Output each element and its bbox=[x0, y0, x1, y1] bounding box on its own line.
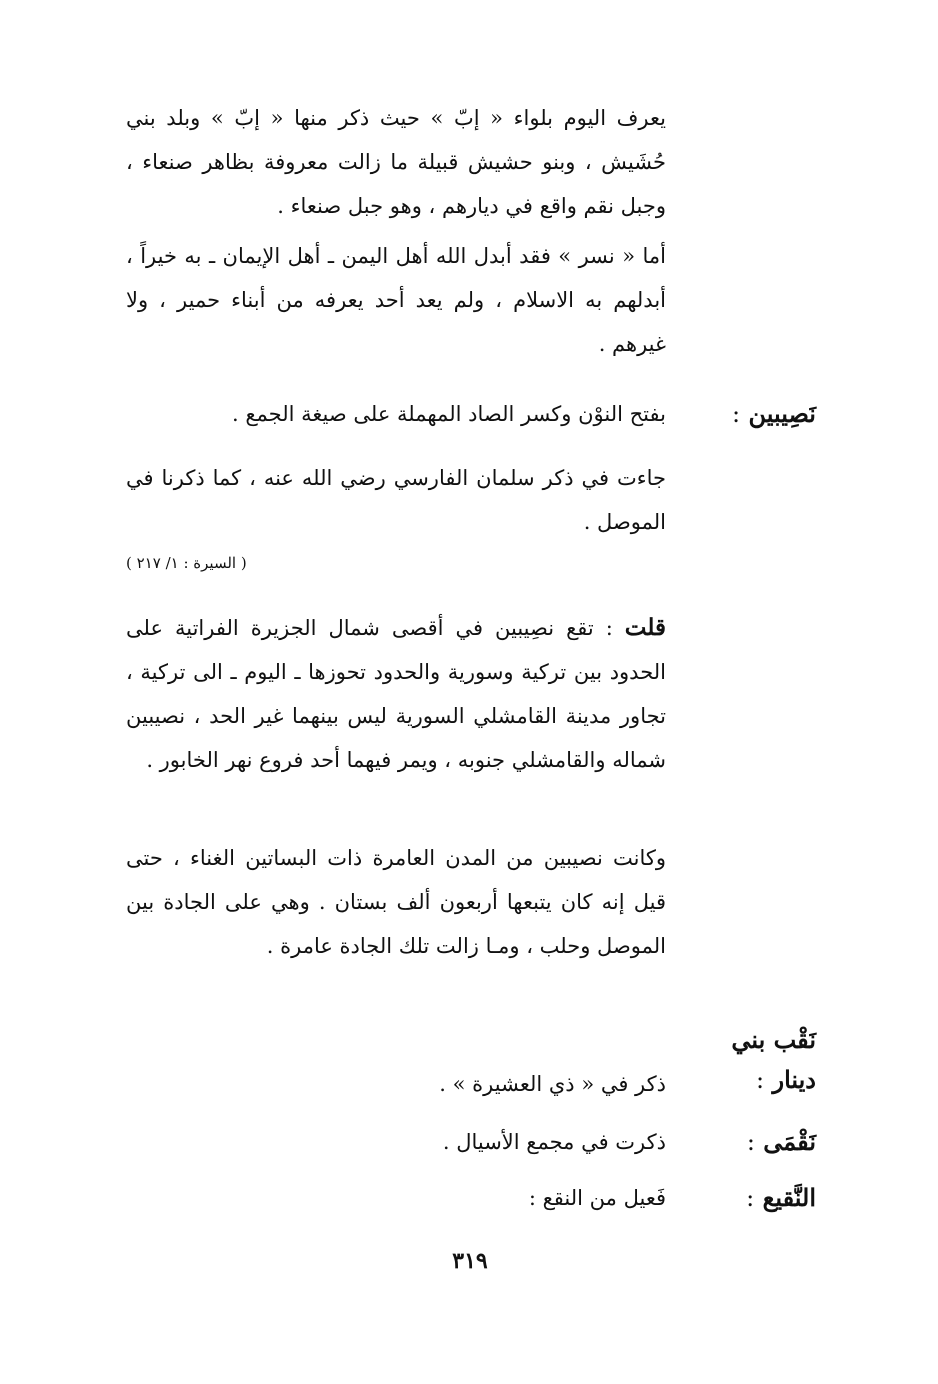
naqb-text: ذكر في « ذي العشيرة » . bbox=[439, 1072, 666, 1096]
headword-text: نَقْمَى bbox=[763, 1127, 816, 1156]
qult-paragraph bbox=[126, 606, 666, 782]
intro-section bbox=[126, 96, 666, 366]
headword-naqb bbox=[676, 1020, 816, 1100]
qult-text: : تقع نصِيبين في أقصى شمال الجزيرة الفراتية على الحدود بين تركية وسورية والحدود تحوزها ـ اليوم ـ الى تركية ، تجاور مدينة القامشلي السورية ليس بينهما غير الحد ، نصيبين شماله والقامشلي جنوبه ، ويمر فيهما أحد فروع نهر الخابور . bbox=[126, 616, 666, 772]
definition-nusaybin: بفتح النوْن وكسر الصاد المهملة على صيغة الجمع . bbox=[232, 402, 666, 426]
headword-text: نَصِيبين bbox=[748, 399, 816, 428]
headword-naqi bbox=[676, 1176, 816, 1220]
headword-naqma bbox=[676, 1120, 816, 1164]
page-number: ٣١٩ bbox=[452, 1248, 488, 1274]
headword-nusaybin bbox=[676, 392, 816, 436]
headword-text: النَّقيع bbox=[762, 1183, 816, 1212]
headword-colon: : bbox=[756, 1066, 765, 1094]
nusaybin-text: جاءت في ذكر سلمان الفارسي رضي الله عنه ، كما ذكرنا في الموصل . bbox=[126, 466, 666, 534]
headword-colon: : bbox=[746, 1184, 755, 1212]
qult-label: قلت bbox=[624, 614, 666, 641]
headword-colon: : bbox=[732, 400, 741, 428]
headword-naqb-line2: دينار bbox=[772, 1065, 816, 1094]
intro-paragraph-1: يعرف اليوم بلواء « إبّ » حيث ذكر منها « إبّ » وبلد بني حُشَيش ، وبنو حشيش قبيلة ما زالت معروفة بظاهر صنعاء ، وجبل نقم واقع في ديارهم ، وهو جبل صنعاء . bbox=[126, 106, 666, 218]
source-reference: ( السيرة : ١/ ٢١٧ ) bbox=[126, 554, 247, 572]
headword-naqb-line1: نَقْب بني bbox=[731, 1025, 816, 1054]
nusaybin-text-2: وكانت نصيبين من المدن العامرة ذات البساتين الغناء ، حتى قيل إنه كان يتبعها أربعون ألف بستان . وهي على الجادة بين الموصل وحلب ، ومـا زالت تلك الجادة عامرة . bbox=[126, 846, 666, 958]
intro-paragraph-2: أما « نسر » فقد أبدل الله أهل اليمن ـ أهل الإيمان ـ به خيراً ، أبدلهم به الاسلام ، ولم يعد أحد يعرفه من أبناء حمير ، ولا غيرهم . bbox=[126, 244, 666, 356]
headword-colon: : bbox=[746, 1128, 755, 1156]
naqma-text: ذكرت في مجمع الأسيال . bbox=[442, 1130, 666, 1154]
naqi-text: فَعيل من النقع : bbox=[528, 1186, 666, 1210]
